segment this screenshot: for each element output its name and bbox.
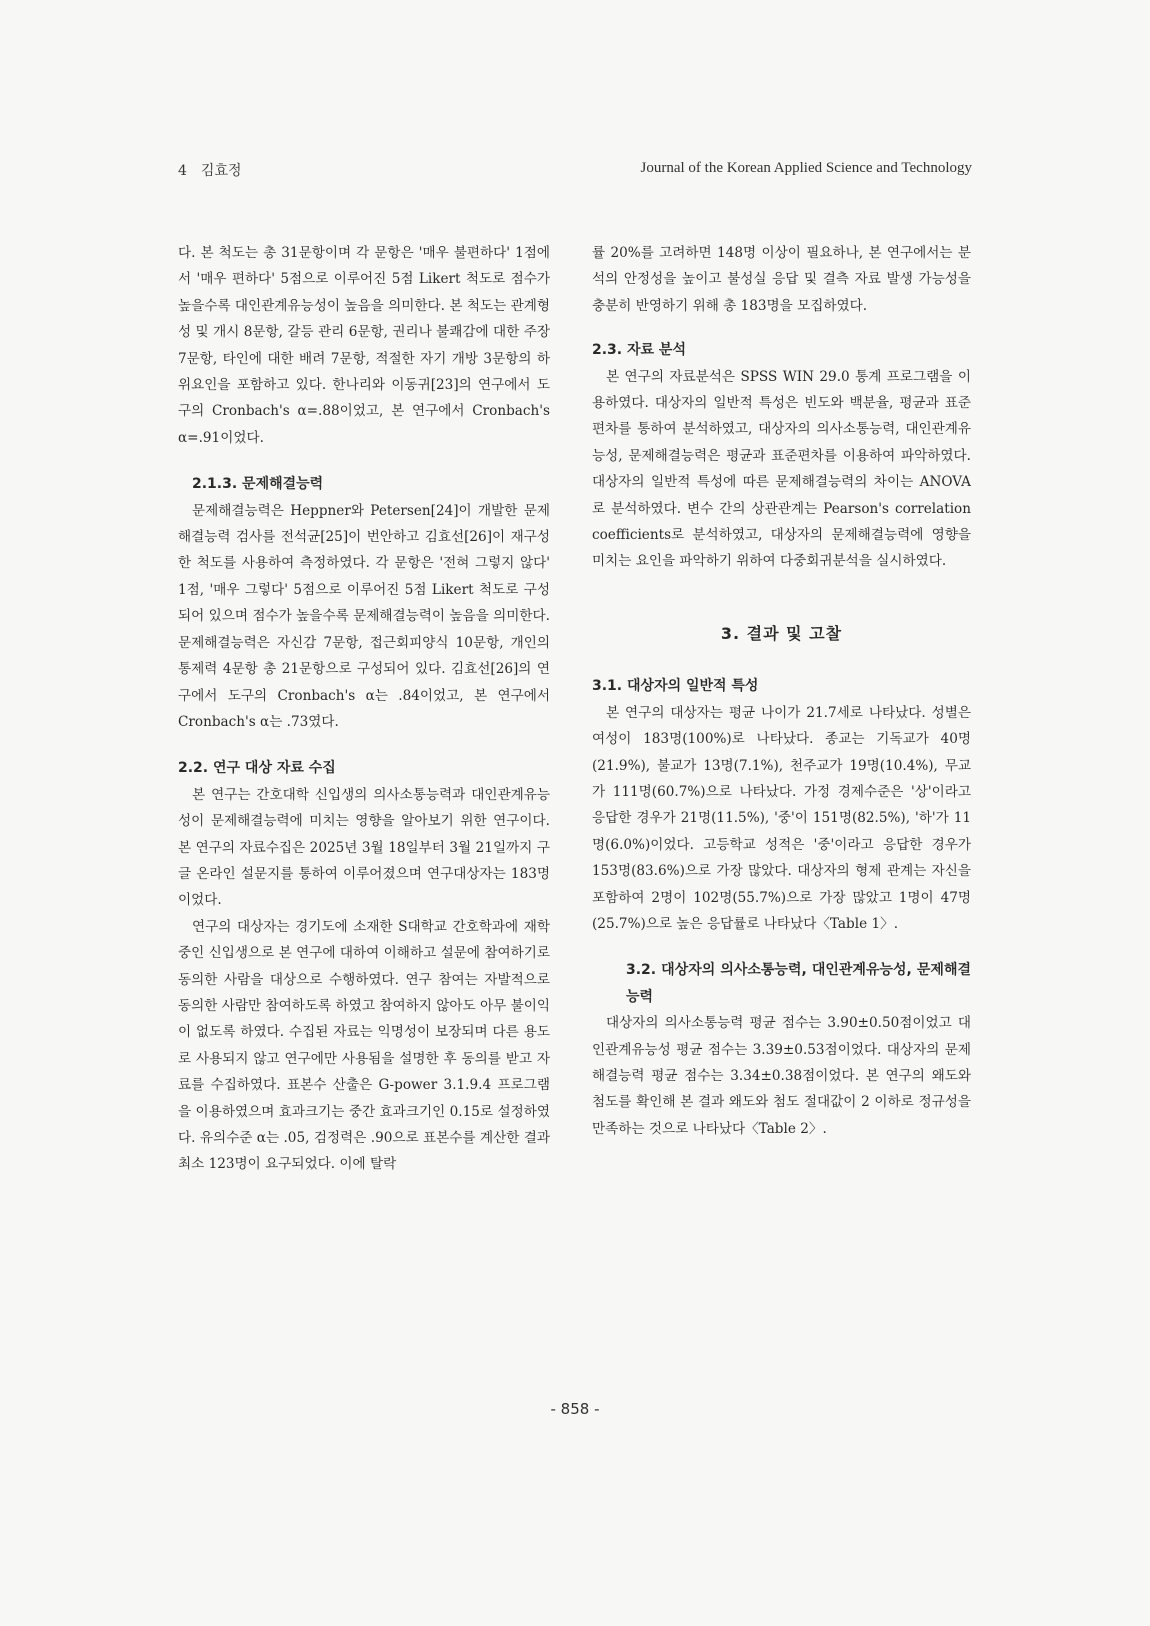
running-header <box>178 160 972 184</box>
header-journal-title: Journal of the Korean Applied Science and Technology <box>640 160 972 176</box>
paragraph-problem-solving: 문제해결능력은 Heppner와 Petersen[24]이 개발한 문제해결능력 검사를 전석균[25]이 번안하고 김효선[26]이 재구성한 척도를 사용하여 측정하였다. 각 문항은 '전혀 그렇지 않다' 1점, '매우 그렇다' 5점으로 이루어진 5점 Likert 척도로 구성되어 있으며 점수가 높을수록 문제해결능력이 높음을 의미한다. 문제해결능력은 자신감 7문항, 접근회피양식 10문항, 개인의 통제력 4문항 총 21문항으로 구성되어 있다. 김효선[26]의 연구에서 도구의 Cronbach's α는 .84이었고, 본 연구에서 Cronbach's α는 .73였다. <box>178 502 550 730</box>
header-page-number: 4 <box>178 163 187 179</box>
header-author: 김효정 <box>200 163 242 179</box>
heading-3-2: 3.2. 대상자의 의사소통능력, 대인관계유능성, 문제해결능력 <box>626 962 971 1005</box>
heading-3-results: 3. 결과 및 고찰 <box>720 623 843 643</box>
heading-2-3: 2.3. 자료 분석 <box>592 342 686 359</box>
paragraph-scale-description: 다. 본 척도는 총 31문항이며 각 문항은 '매우 불편하다' 1점에서 '매우 편하다' 5점으로 이루어진 5점 Likert 척도로 점수가 높을수록 대인관계유능성이 높음을 의미한다. 본 척도는 관계형성 및 개시 8문항, 갈등 관리 6문항, 권리나 불쾌감에 대한 주장 7문항, 타인에 대한 배려 7문항, 적절한 자기 개방 3문항의 하위요인을 포함하고 있다. 한나리와 이동귀[23]의 연구에서 도구의 Cronbach's α=.88이었고, 본 연구에서 Cronbach's α=.91이었다. <box>178 245 550 446</box>
paragraph-data-collection: 본 연구는 간호대학 신입생의 의사소통능력과 대인관계유능성이 문제해결능력에 미치는 영향을 알아보기 위한 연구이다. 본 연구의 자료수집은 2025년 3월 18일부터 3월 21일까지 구글 온라인 설문지를 통하여 이루어졌으며 연구대상자는 183명이었다. <box>178 786 550 909</box>
paragraph-sample-size: 률 20%를 고려하면 148명 이상이 필요하나, 본 연구에서는 분석의 안정성을 높이고 불성실 응답 및 결측 자료 발생 가능성을 충분히 반영하기 위해 총 183명을 모집하였다. <box>592 245 971 314</box>
left-column <box>178 240 550 1178</box>
right-column <box>592 240 971 1142</box>
paragraph-data-analysis: 본 연구의 자료분석은 SPSS WIN 29.0 통계 프로그램을 이용하였다. 대상자의 일반적 특성은 빈도와 백분율, 평균과 표준편차를 통하여 분석하였고, 대상자의 의사소통능력, 대인관계유능성, 문제해결능력은 평균과 표준편차를 이용하여 파악하였다. 대상자의 일반적 특성에 따른 문제해결능력의 차이는 ANOVA로 분석하였다. 변수 간의 상관관계는 Pearson's correlation coefficients로 분석하였고, 대상자의 문제해결능력에 영향을 미치는 요인을 파악하기 위하여 다중회귀분석을 실시하였다. <box>592 368 971 570</box>
header-left <box>178 160 256 180</box>
heading-2-1-3: 2.1.3. 문제해결능력 <box>192 476 324 493</box>
page-number: - 858 - <box>550 1400 600 1418</box>
paragraph-participants: 연구의 대상자는 경기도에 소재한 S대학교 간호학과에 재학 중인 신입생으로 본 연구에 대하여 이해하고 설문에 참여하기로 동의한 사람을 대상으로 수행하였다. 연구 참여는 자발적으로 동의한 사람만 참여하도록 하였고 참여하지 않아도 아무 불이익이 없도록 하였다. 수집된 자료는 익명성이 보장되며 다른 용도로 사용되지 않고 연구에만 사용됨을 설명한 후 동의를 받고 자료를 수집하였다. 표본수 산출은 G-power 3.1.9.4 프로그램을 이용하였으며 효과크기는 중간 효과크기인 0.15로 설정하였다. 유의수준 α는 .05, 검정력은 .90으로 표본수를 계산한 결과 최소 123명이 요구되었다. 이에 탈락 <box>178 918 550 1173</box>
heading-3-1: 3.1. 대상자의 일반적 특성 <box>592 678 759 695</box>
heading-2-2: 2.2. 연구 대상 자료 수집 <box>178 760 336 777</box>
paragraph-scores: 대상자의 의사소통능력 평균 점수는 3.90±0.50점이었고 대인관계유능성 평균 점수는 3.39±0.53점이었다. 대상자의 문제해결능력 평균 점수는 3.34±0.38점이었다. 본 연구의 왜도와 첨도를 확인해 본 결과 왜도와 첨도 절대값이 2 이하로 정규성을 만족하는 것으로 나타났다〈Table 2〉. <box>592 1015 971 1137</box>
paragraph-general-characteristics: 본 연구의 대상자는 평균 나이가 21.7세로 나타났다. 성별은 여성이 183명(100%)로 나타났다. 종교는 기독교가 40명(21.9%), 불교가 13명(7.1%), 천주교가 19명(10.4%), 무교가 111명(60.7%)으로 나타났다. 가정 경제수준은 '상'이라고 응답한 경우가 21명(11.5%), '중'이 151명(82.5%), '하'가 11명(6.0%)이었다. 고등학교 성적은 '중'이라고 응답한 경우가 153명(83.6%)으로 가장 많았다. 대상자의 형제 관계는 자신을 포함하여 2명이 102명(55.7%)으로 가장 많았고 1명이 47명(25.7%)으로 높은 응답률로 나타났다〈Table 1〉. <box>592 704 971 932</box>
